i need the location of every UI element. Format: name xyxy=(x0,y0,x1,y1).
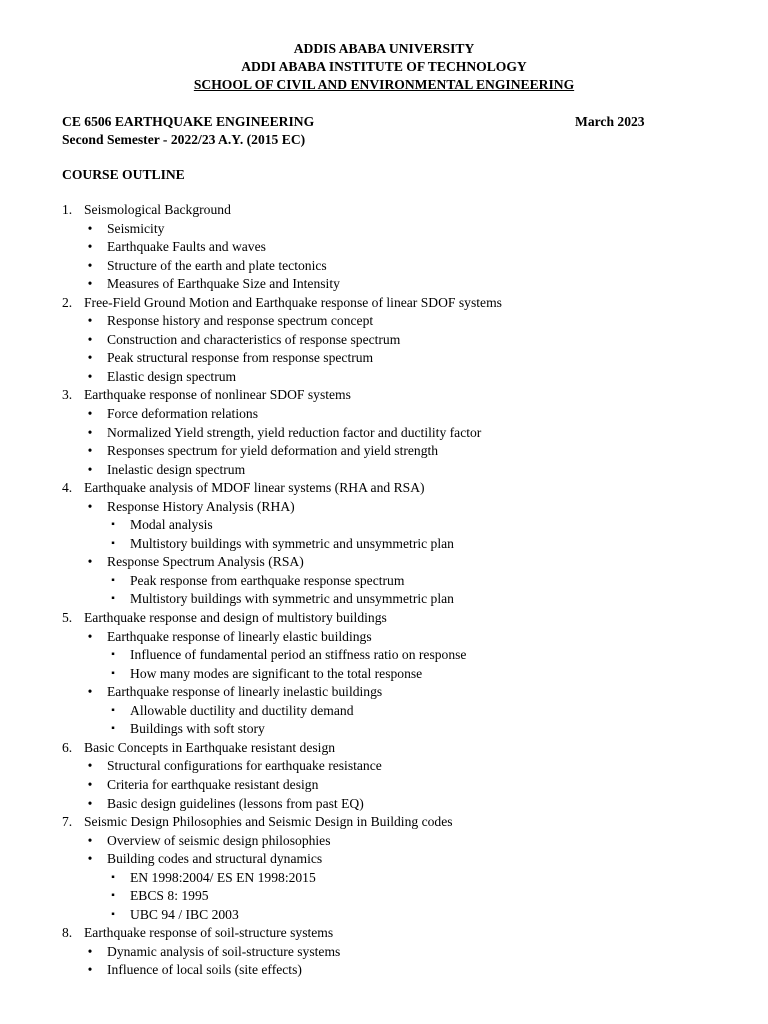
square-bullet-icon: ▪ xyxy=(111,667,115,679)
document-date: March 2023 xyxy=(575,114,645,129)
sub-bullet-text: Multistory buildings with symmetric and unsymmetric plan xyxy=(130,591,454,607)
bullet-icon: • xyxy=(87,962,93,978)
bullet-icon: • xyxy=(87,239,93,255)
bullet-text: Response history and response spectrum concept xyxy=(107,313,374,329)
bullet-text: Dynamic analysis of soil-structure systems xyxy=(107,943,341,959)
bullet-item xyxy=(62,553,722,572)
bullet-text: Construction and characteristics of response spectrum xyxy=(107,331,401,347)
bullet-icon: • xyxy=(87,443,93,459)
sub-bullet-text: Buildings with soft story xyxy=(130,721,265,737)
section-number: 6. xyxy=(62,739,73,755)
section-number: 2. xyxy=(62,294,73,310)
bullet-text: Response History Analysis (RHA) xyxy=(107,498,295,514)
bullet-item xyxy=(62,275,722,294)
section-title: Earthquake analysis of MDOF linear systems (RHA and RSA) xyxy=(84,480,425,496)
bullet-text: Measures of Earthquake Size and Intensity xyxy=(107,276,340,292)
section-number: 4. xyxy=(62,480,73,496)
bullet-text: Force deformation relations xyxy=(107,406,258,422)
course-outline-list xyxy=(62,201,722,980)
section-number: 7. xyxy=(62,814,73,830)
sub-bullet-item xyxy=(62,516,722,535)
bullet-icon: • xyxy=(87,331,93,347)
bullet-icon: • xyxy=(87,943,93,959)
square-bullet-icon: ▪ xyxy=(111,593,115,605)
bullet-text: Earthquake response of linearly elastic buildings xyxy=(107,628,372,644)
sub-bullet-item xyxy=(62,665,722,684)
square-bullet-icon: ▪ xyxy=(111,649,115,661)
bullet-icon: • xyxy=(87,795,93,811)
bullet-icon: • xyxy=(87,832,93,848)
square-bullet-icon: ▪ xyxy=(111,704,115,716)
outline-title: COURSE OUTLINE xyxy=(62,167,185,182)
sub-bullet-item xyxy=(62,590,722,609)
bullet-icon: • xyxy=(87,350,93,366)
bullet-text: Response Spectrum Analysis (RSA) xyxy=(107,554,304,570)
course-code-title: CE 6506 EARTHQUAKE ENGINEERING xyxy=(62,114,315,129)
bullet-text: Elastic design spectrum xyxy=(107,368,237,384)
section-title: Basic Concepts in Earthquake resistant design xyxy=(84,739,336,755)
bullet-item xyxy=(62,442,722,461)
bullet-item xyxy=(62,961,722,980)
sub-bullet-item xyxy=(62,646,722,665)
sub-bullet-text: UBC 94 / IBC 2003 xyxy=(130,906,239,922)
bullet-icon: • xyxy=(87,424,93,440)
bullet-item xyxy=(62,220,722,239)
bullet-item xyxy=(62,424,722,443)
section-title: Seismological Background xyxy=(84,202,231,217)
bullet-item xyxy=(62,312,722,331)
sub-bullet-item xyxy=(62,720,722,739)
bullet-text: Earthquake Faults and waves xyxy=(107,239,266,255)
section-number: 3. xyxy=(62,387,73,403)
bullet-text: Criteria for earthquake resistant design xyxy=(107,776,319,792)
sub-bullet-item xyxy=(62,702,722,721)
bullet-item xyxy=(62,683,722,702)
bullet-text: Structural configurations for earthquake resistance xyxy=(107,758,382,774)
bullet-item xyxy=(62,943,722,962)
bullet-icon: • xyxy=(87,684,93,700)
bullet-text: Seismicity xyxy=(107,220,165,236)
sub-bullet-text: Peak response from earthquake response spectrum xyxy=(130,572,405,588)
bullet-item xyxy=(62,257,722,276)
sub-bullet-text: Allowable ductility and ductility demand xyxy=(130,702,354,718)
bullet-icon: • xyxy=(87,313,93,329)
section-title: Seismic Design Philosophies and Seismic Design in Building codes xyxy=(84,814,453,830)
sub-bullet-text: EBCS 8: 1995 xyxy=(130,888,209,904)
bullet-item xyxy=(62,368,722,387)
bullet-item xyxy=(62,405,722,424)
bullet-text: Normalized Yield strength, yield reduction factor and ductility factor xyxy=(107,424,482,440)
bullet-icon: • xyxy=(87,257,93,273)
square-bullet-icon: ▪ xyxy=(111,519,115,531)
bullet-item xyxy=(62,461,722,480)
bullet-item xyxy=(62,832,722,851)
bullet-icon: • xyxy=(87,628,93,644)
square-bullet-icon: ▪ xyxy=(111,537,115,549)
bullet-item xyxy=(62,776,722,795)
semester-line: Second Semester - 2022/23 A.Y. (2015 EC) xyxy=(62,132,306,147)
bullet-icon: • xyxy=(87,406,93,422)
university-name: ADDIS ABABA UNIVERSITY xyxy=(293,41,475,56)
bullet-text: Overview of seismic design philosophies xyxy=(107,832,331,848)
bullet-text: Influence of local soils (site effects) xyxy=(107,962,302,978)
bullet-item xyxy=(62,238,722,257)
sub-bullet-item xyxy=(62,906,722,925)
sub-bullet-text: How many modes are significant to the total response xyxy=(130,665,423,681)
bullet-icon: • xyxy=(87,776,93,792)
school-name: SCHOOL OF CIVIL AND ENVIRONMENTAL ENGINEERING xyxy=(193,77,575,92)
bullet-icon: • xyxy=(87,276,93,292)
sub-bullet-item xyxy=(62,887,722,906)
sub-bullet-text: Modal analysis xyxy=(130,517,213,533)
section-item xyxy=(62,924,722,943)
section-title: Earthquake response of nonlinear SDOF systems xyxy=(84,387,351,403)
section-title: Earthquake response and design of multistory buildings xyxy=(84,610,387,626)
bullet-text: Peak structural response from response spectrum xyxy=(107,350,374,366)
square-bullet-icon: ▪ xyxy=(111,723,115,735)
section-number: 8. xyxy=(62,925,73,941)
bullet-text: Inelastic design spectrum xyxy=(107,461,246,477)
section-item xyxy=(62,813,722,832)
sub-bullet-text: Influence of fundamental period an stiffness ratio on response xyxy=(130,647,467,663)
section-title: Earthquake response of soil-structure systems xyxy=(84,925,334,941)
bullet-item xyxy=(62,331,722,350)
bullet-icon: • xyxy=(87,758,93,774)
bullet-icon: • xyxy=(87,461,93,477)
bullet-icon: • xyxy=(87,368,93,384)
bullet-text: Responses spectrum for yield deformation and yield strength xyxy=(107,443,439,459)
bullet-item xyxy=(62,795,722,814)
section-item xyxy=(62,479,722,498)
section-item xyxy=(62,201,722,220)
bullet-text: Structure of the earth and plate tectonics xyxy=(107,257,327,273)
bullet-icon: • xyxy=(87,554,93,570)
bullet-item xyxy=(62,628,722,647)
sub-bullet-item xyxy=(62,535,722,554)
bullet-item xyxy=(62,498,722,517)
sub-bullet-text: Multistory buildings with symmetric and unsymmetric plan xyxy=(130,535,454,551)
bullet-item xyxy=(62,850,722,869)
sub-bullet-text: EN 1998:2004/ ES EN 1998:2015 xyxy=(130,869,316,885)
square-bullet-icon: ▪ xyxy=(111,871,115,883)
square-bullet-icon: ▪ xyxy=(111,908,115,920)
bullet-text: Earthquake response of linearly inelastic buildings xyxy=(107,684,383,700)
sub-bullet-item xyxy=(62,572,722,591)
institute-name: ADDI ABABA INSTITUTE OF TECHNOLOGY xyxy=(241,59,527,74)
bullet-item xyxy=(62,349,722,368)
bullet-icon: • xyxy=(87,851,93,867)
square-bullet-icon: ▪ xyxy=(111,574,115,586)
bullet-text: Building codes and structural dynamics xyxy=(107,851,323,867)
section-number: 1. xyxy=(62,202,73,217)
section-item xyxy=(62,294,722,313)
bullet-icon: • xyxy=(87,498,93,514)
section-item xyxy=(62,386,722,405)
section-title: Free-Field Ground Motion and Earthquake response of linear SDOF systems xyxy=(84,294,502,310)
section-item xyxy=(62,739,722,758)
square-bullet-icon: ▪ xyxy=(111,890,115,902)
section-number: 5. xyxy=(62,610,73,626)
bullet-icon: • xyxy=(87,220,93,236)
bullet-text: Basic design guidelines (lessons from past EQ) xyxy=(107,795,364,811)
section-item xyxy=(62,609,722,628)
sub-bullet-item xyxy=(62,869,722,888)
bullet-item xyxy=(62,757,722,776)
